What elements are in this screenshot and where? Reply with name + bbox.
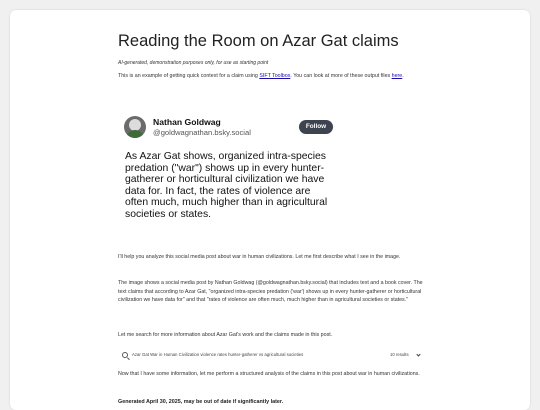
avatar [124,116,146,138]
here-link[interactable]: here [391,73,403,79]
search-icon [122,352,128,358]
post-author: Nathan Goldwag [153,117,221,127]
response-paragraph-2: The image shows a social media post by Nathan Goldwag (@goldwagnathan.bsky.social) that includes text and a book cover. The text claims that according to Azar Gat, "organized intra-species predation ('war') shows up in every hunter-gatherer or horticultural civilization we have data for" and that "rates of violence are often much, much higher than in agricultural societies or states." [118,280,423,303]
response-paragraph-3: Let me search for more information about Azar Gat's work and the claims made in this post. [118,332,333,338]
intro-text-middle: . You can look at more of these output files [290,73,392,79]
sift-toolbox-link[interactable]: SIFT Toolbox [259,73,291,79]
post-text: As Azar Gat shows, organized intra-species predation ("war") shows up in every hunter-gatherer or horticultural civilization we have data for. In fact, the rates of violence are often much, much higher than in agricultural societies or states. [125,151,328,220]
follow-button: Follow [299,120,333,134]
response-paragraph-1: I'll help you analyze this social media post about war in human civilizations. Let me first describe what I see in the image. [118,254,401,260]
post-handle: @goldwagnathan.bsky.social [153,128,251,137]
chevron-down-icon[interactable] [416,352,420,356]
search-results-row[interactable] [118,351,430,361]
page-title: Reading the Room on Azar Gat claims [118,32,399,50]
document-card [10,10,530,410]
avatar-body [126,130,144,138]
search-query: Azar Gat War in Human Civilization violence rates hunter-gatherer vs agricultural societies [132,352,304,357]
results-count: 10 results [390,352,409,357]
intro-text-end: . [402,73,404,79]
ai-disclaimer: AI-generated, demonstration purposes only, for use as starting point [118,60,269,66]
intro-paragraph [118,72,430,81]
generated-date: Generated April 30, 2025, may be out of date if significantly later. [118,399,284,405]
response-paragraph-4: Now that I have some information, let me perform a structured analysis of the claims in this post about war in human civilizations. [118,371,420,377]
intro-text-start: This is an example of getting quick context for a claim using [118,73,260,79]
